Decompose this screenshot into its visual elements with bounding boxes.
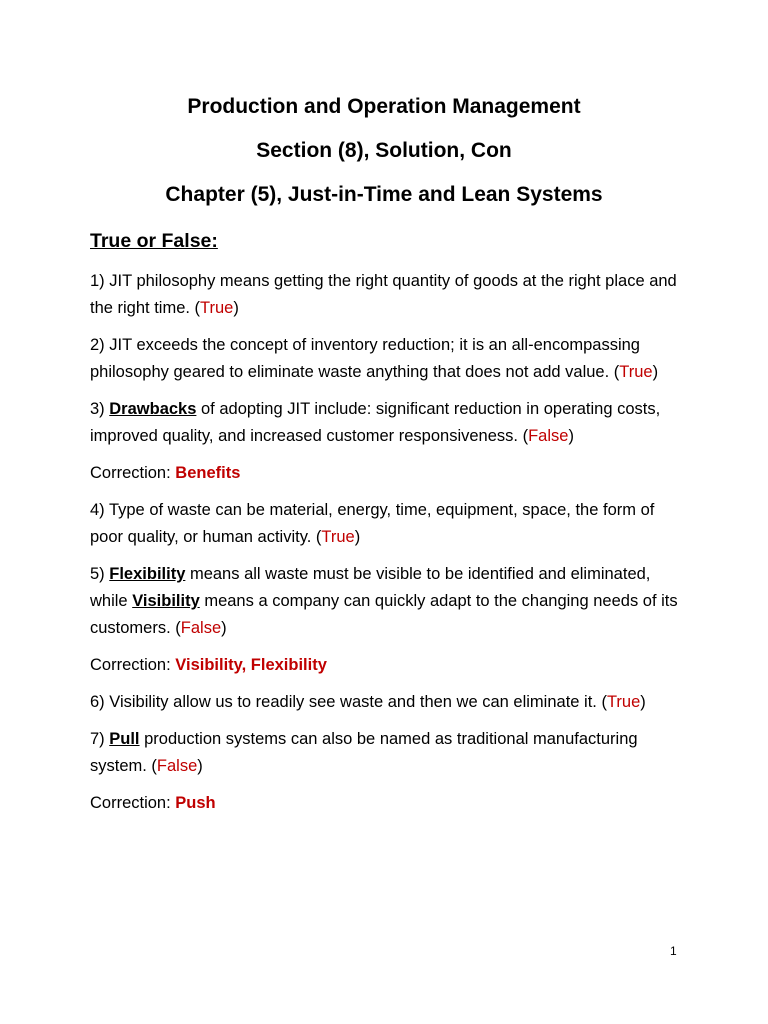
question-item-1 <box>90 268 690 322</box>
question-text: Type of waste can be material, energy, time, equipment, space, the form of poor quality, or human activity. ( <box>90 501 655 546</box>
answer-label: False <box>528 427 569 445</box>
question-keyword: Pull <box>109 730 140 748</box>
question-text: JIT exceeds the concept of inventory reduction; it is an all-encompassing philosophy geared to eliminate waste anything that does not add value. ( <box>90 336 640 381</box>
correction-value: Push <box>175 794 216 812</box>
question-number: 7) <box>90 730 105 748</box>
question-keyword: Flexibility <box>109 565 186 583</box>
page-number: 1 <box>670 944 677 958</box>
question-keyword: Drawbacks <box>109 400 197 418</box>
closing-paren: ) <box>652 363 659 381</box>
section-heading: True or False: <box>90 230 218 252</box>
question-number: 4) <box>90 501 105 519</box>
chapter-subtitle: Chapter (5), Just-in-Time and Lean Systems <box>165 183 603 206</box>
closing-paren: ) <box>354 528 361 546</box>
question-number: 1) <box>90 272 105 290</box>
question-item-5 <box>90 561 690 642</box>
answer-label: False <box>156 757 198 775</box>
answer-label: True <box>619 363 653 381</box>
closing-paren: ) <box>233 299 239 317</box>
question-number: 5) <box>90 565 105 583</box>
content-body <box>90 226 690 827</box>
answer-label: True <box>321 528 355 546</box>
question-number: 6) <box>90 693 105 711</box>
closing-paren: ) <box>197 757 203 775</box>
question-keyword-2: Visibility <box>132 592 200 610</box>
question-item-4 <box>90 497 690 551</box>
question-number: 3) <box>90 400 105 418</box>
correction-value: Benefits <box>175 464 241 482</box>
question-text-middle: means all waste must be visible to be identified and eliminated, while <box>90 565 651 610</box>
question-item-2 <box>90 332 690 386</box>
question-text: Visibility allow us to readily see waste and then we can eliminate it. ( <box>104 693 607 711</box>
document-title: Production and Operation Management <box>187 95 581 118</box>
correction-label: Correction: <box>90 464 176 482</box>
answer-label: False <box>180 619 222 637</box>
question-text: of adopting JIT include: significant reduction in operating costs, improved quality, and increased customer responsiveness. ( <box>90 400 661 445</box>
title-block <box>0 92 768 224</box>
closing-paren: ) <box>568 427 574 445</box>
answer-label: True <box>200 299 234 317</box>
answer-label: True <box>606 693 641 711</box>
question-text: production systems can also be named as traditional manufacturing system. ( <box>90 730 638 775</box>
question-number: 2) <box>90 336 105 354</box>
closing-paren: ) <box>221 619 227 637</box>
correction-line-3 <box>90 460 690 487</box>
question-item-3 <box>90 396 690 450</box>
question-text: JIT philosophy means getting the right quantity of goods at the right place and the right time. ( <box>90 272 677 317</box>
correction-line-7 <box>90 790 690 817</box>
question-item-6 <box>90 689 690 716</box>
question-item-7 <box>90 726 690 780</box>
correction-line-5 <box>90 652 690 679</box>
correction-value: Visibility, Flexibility <box>175 656 327 674</box>
correction-label: Correction: <box>90 656 176 674</box>
closing-paren: ) <box>640 693 646 711</box>
correction-label: Correction: <box>90 794 176 812</box>
question-text: means a company can quickly adapt to the changing needs of its customers. ( <box>90 592 678 637</box>
section-subtitle: Section (8), Solution, Con <box>256 139 512 162</box>
